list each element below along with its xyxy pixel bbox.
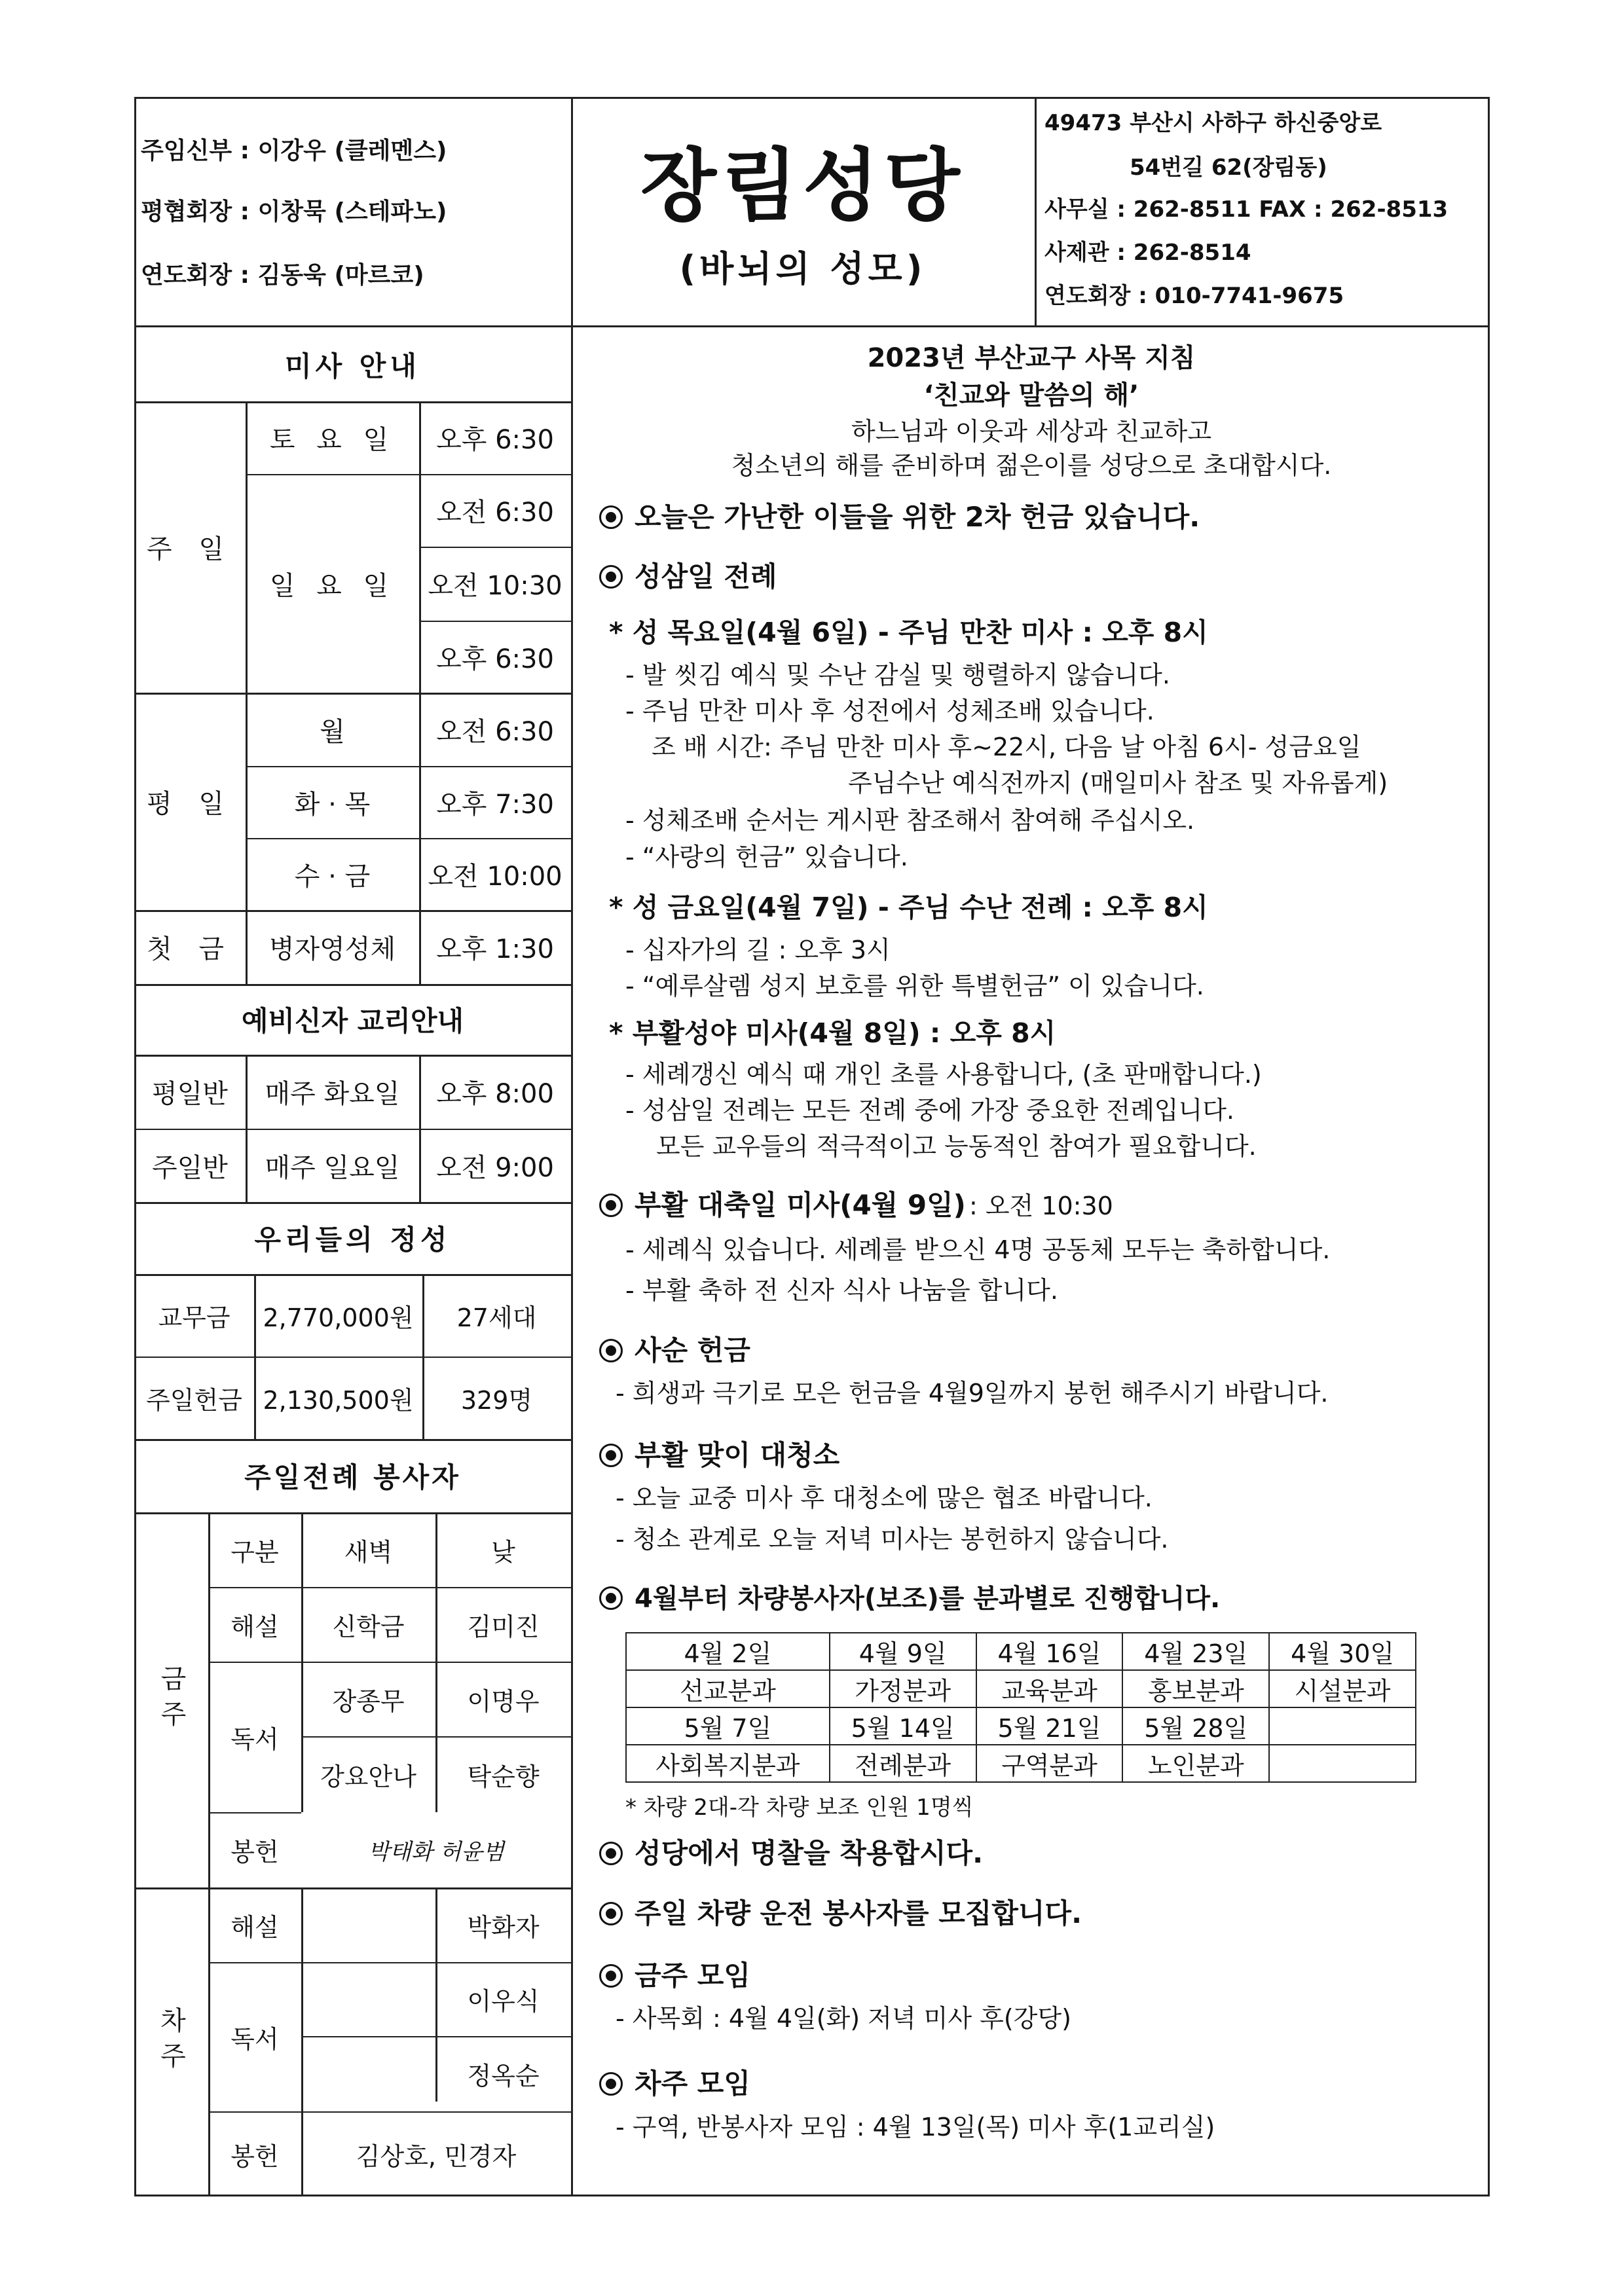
address-line-1: 49473 부산시 사하구 하신중앙로: [1044, 110, 1382, 136]
catechumen-heading: 예비신자 교리안내: [241, 1005, 464, 1037]
mass-heading: 미사 안내: [285, 350, 420, 382]
sick-communion-time: 오후 1:30: [436, 934, 554, 964]
tw-commentary-dawn: 신학금: [332, 1612, 405, 1641]
tw-commentary-day: 김미진: [467, 1612, 540, 1641]
table-cell: 가정분과: [830, 1670, 976, 1707]
tue-thu-time: 오후 7:30: [436, 789, 554, 820]
nw-commentary-day: 박화자: [467, 1912, 540, 1942]
notice-easter-sunday: 부활 대축일 미사(4월 9일) : 오전 10:30: [599, 1184, 1113, 1223]
table-cell: 4월 16일: [976, 1633, 1123, 1670]
easter-vigil-line-3: 모든 교우들의 적극적이고 능동적인 참여가 필요합니다.: [656, 1132, 1257, 1161]
table-cell: [1269, 1745, 1416, 1782]
easter-vigil-heading: * 부활성야 미사(4월 8일) : 오후 8시: [609, 1017, 1056, 1049]
wed-fri-day: 수 · 금: [294, 861, 371, 892]
holy-thursday-line-3: 조 배 시간: 주님 만찬 미사 후~22시, 다음 날 아침 6시- 성금요일: [652, 733, 1361, 761]
nw-commentary-dawn: [301, 1887, 435, 1962]
weekday-class-time: 오후 8:00: [436, 1079, 554, 1109]
next-week-label: 차주: [156, 2007, 186, 2077]
holy-thursday-line-6: - “사랑의 헌금” 있습니다.: [625, 843, 908, 871]
sunday-offering-amount: 2,130,500원: [263, 1385, 414, 1415]
table-cell: 시설분과: [1269, 1670, 1416, 1707]
easter-sunday-line-2: - 부활 축하 전 신자 식사 나눔을 합니다.: [625, 1276, 1058, 1305]
table-cell: 구역분과: [976, 1745, 1123, 1782]
table-cell: 5월 28일: [1122, 1707, 1269, 1745]
dues-label: 교무금: [158, 1303, 231, 1332]
nw-reading-label: 독서: [231, 2024, 279, 2054]
table-cell: 4월 23일: [1122, 1633, 1269, 1670]
table-row: [626, 1745, 1416, 1782]
bullet-icon: [599, 2072, 623, 2096]
address-line-2: 54번길 62(장림동): [1130, 155, 1327, 181]
this-week-meeting-line-1: - 사목회 : 4월 4일(화) 저녁 미사 후(강당): [616, 2004, 1071, 2033]
bullet-icon: [599, 1964, 623, 1988]
sunday-class-time: 오전 9:00: [436, 1152, 554, 1183]
table-cell: 4월 30일: [1269, 1633, 1416, 1670]
table-cell: 노인분과: [1122, 1745, 1269, 1782]
tw-reading2-day: 탁순향: [467, 1762, 540, 1791]
good-friday-heading: * 성 금요일(4월 7일) - 주님 수난 전례 : 오후 8시: [609, 892, 1208, 923]
this-week-label: 금주: [156, 1664, 187, 1736]
tw-reading1-dawn: 장종무: [332, 1686, 405, 1716]
good-friday-line-1: - 십자가의 길 : 오후 3시: [625, 936, 891, 964]
easter-sunday-line-1: - 세례식 있습니다. 세례를 받으신 4명 공동체 모두는 축하합니다.: [625, 1235, 1331, 1264]
col-dawn: 새벽: [344, 1537, 393, 1567]
sunday-class-label: 주일반: [152, 1152, 228, 1183]
cleaning-line-1: - 오늘 교중 미사 후 대청소에 많은 협조 바랍니다.: [616, 1484, 1153, 1512]
tw-commentary-label: 해설: [231, 1612, 279, 1641]
sick-communion-day: 병자영성체: [268, 934, 396, 964]
page-title: 장림성당: [640, 141, 965, 232]
holy-thursday-heading: * 성 목요일(4월 6일) - 주님 만찬 미사 : 오후 8시: [609, 617, 1208, 648]
pastor-line: 주임신부 : 이강우 (클레멘스): [141, 137, 447, 164]
page-subtitle: (바뇌의 성모): [679, 248, 927, 289]
sunday-offering-count: 329명: [460, 1385, 533, 1415]
office-phone: 사무실 : 262-8511 FAX : 262-8513: [1044, 196, 1449, 223]
table-cell: 전례분과: [830, 1745, 976, 1782]
table-row: [626, 1707, 1416, 1745]
dues-count: 27세대: [456, 1303, 537, 1332]
weekday-class-label: 평일반: [152, 1079, 228, 1109]
tw-offertory-label: 봉헌: [231, 1838, 279, 1867]
notice-nametag: 성당에서 명찰을 착용합시다.: [599, 1832, 983, 1871]
table-row: [626, 1670, 1416, 1707]
yeondo-president-line: 연도회장 : 김동욱 (마르코): [141, 262, 424, 289]
tue-thu-day: 화 · 목: [294, 789, 371, 820]
notice-second-collection: 오늘은 가난한 이들을 위한 2차 헌금 있습니다.: [599, 496, 1200, 535]
policy-line-1: 하느님과 이웃과 세상과 친교하고: [851, 417, 1212, 446]
driver-note: * 차량 2대-각 차량 보조 인원 1명씩: [625, 1795, 974, 1821]
offering-heading: 우리들의 정성: [254, 1224, 451, 1256]
nw-commentary-label: 해설: [231, 1912, 279, 1942]
holy-thursday-line-2: - 주님 만찬 미사 후 성전에서 성체조배 있습니다.: [625, 697, 1154, 725]
notice-this-week-meeting: 금주 모임: [599, 1954, 750, 1994]
nw-reading2-dawn: [301, 2036, 435, 2111]
dues-amount: 2,770,000원: [263, 1303, 414, 1332]
sunday-day: 일 요 일: [269, 570, 396, 601]
council-president-line: 평협회장 : 이창묵 (스테파노): [141, 198, 447, 225]
sunday-time-2: 오전 10:30: [428, 571, 563, 601]
good-friday-line-2: - “예루살렘 성지 보호를 위한 특별헌금” 이 있습니다.: [625, 972, 1204, 1000]
nw-offertory-label: 봉헌: [231, 2141, 279, 2171]
table-cell: 4월 2일: [626, 1633, 830, 1670]
table-cell: 4월 9일: [830, 1633, 976, 1670]
notice-driver-recruit: 주일 차량 운전 봉사자를 모집합니다.: [599, 1892, 1082, 1931]
bullet-icon: [599, 505, 623, 529]
bullet-icon: [599, 1194, 623, 1217]
bullet-icon: [599, 1842, 623, 1865]
tw-reading2-dawn: 강요안나: [320, 1762, 416, 1791]
next-week-meeting-line-1: - 구역, 반봉사자 모임 : 4월 13일(목) 미사 후(1교리실): [616, 2113, 1215, 2141]
table-cell: 선교분과: [626, 1670, 830, 1707]
table-cell: 5월 21일: [976, 1707, 1123, 1745]
notice-triduum: 성삼일 전례: [599, 555, 777, 594]
first-friday-label: 첫 금: [147, 934, 233, 964]
easter-vigil-line-2: - 성삼일 전례는 모든 전례 중에 가장 중요한 전례입니다.: [625, 1096, 1235, 1125]
easter-vigil-line-1: - 세례갱신 예식 때 개인 초를 사용합니다, (초 판매합니다.): [625, 1060, 1262, 1089]
policy-title: 2023년 부산교구 사목 지침: [867, 343, 1196, 373]
notice-cleaning: 부활 맞이 대청소: [599, 1434, 840, 1473]
table-cell: [1269, 1707, 1416, 1745]
saturday-day: 토 요 일: [269, 425, 396, 455]
bullet-icon: [599, 1902, 623, 1925]
table-row: [626, 1633, 1416, 1670]
table-cell: 교육분과: [976, 1670, 1123, 1707]
table-cell: 사회복지분과: [626, 1745, 830, 1782]
sunday-offering-label: 주일헌금: [146, 1385, 242, 1415]
driver-schedule-table: [625, 1632, 1416, 1783]
bullet-icon: [599, 565, 623, 589]
sunday-label: 주 일: [147, 534, 233, 564]
saturday-time: 오후 6:30: [436, 425, 554, 455]
holy-thursday-line-1: - 발 씻김 예식 및 수난 감실 및 행렬하지 않습니다.: [625, 661, 1170, 689]
holy-thursday-line-5: - 성체조배 순서는 게시판 참조해서 참여해 주십시오.: [625, 806, 1195, 835]
monday-time: 오전 6:30: [436, 716, 554, 747]
rectory-phone: 사제관 : 262-8514: [1044, 240, 1251, 266]
holy-thursday-line-4: 주님수난 예식전까지 (매일미사 참조 및 자유롭게): [848, 769, 1388, 797]
cleaning-line-2: - 청소 관계로 오늘 저녁 미사는 봉헌하지 않습니다.: [616, 1525, 1169, 1554]
tw-reading-label: 독서: [231, 1724, 279, 1754]
nw-offertory-names: 김상호, 민경자: [356, 2141, 517, 2171]
nw-reading2-day: 정옥순: [467, 2062, 540, 2090]
yeondo-phone: 연도회장 : 010-7741-9675: [1044, 283, 1344, 309]
bullet-icon: [599, 1586, 623, 1610]
tw-offertory-names: 박태화 허윤범: [301, 1812, 571, 1887]
nw-reading1-day: 이우식: [467, 1987, 540, 2016]
table-cell: 홍보분과: [1122, 1670, 1269, 1707]
lenten-offering-line-1: - 희생과 극기로 모은 헌금을 4월9일까지 봉헌 해주시기 바랍니다.: [616, 1379, 1329, 1408]
sunday-time-3: 오후 6:30: [436, 644, 554, 674]
weekday-label: 평 일: [147, 788, 233, 819]
col-day: 낮: [491, 1537, 515, 1567]
sunday-class-day: 매주 일요일: [265, 1152, 400, 1183]
bullet-icon: [599, 1444, 623, 1467]
sunday-time-1: 오전 6:30: [436, 498, 554, 528]
notice-lenten-offering: 사순 헌금: [599, 1329, 750, 1368]
notice-next-week-meeting: 차주 모임: [599, 2062, 750, 2102]
servers-heading: 주일전례 봉사자: [244, 1461, 461, 1493]
nw-reading1-dawn: [301, 1962, 435, 2036]
table-cell: 5월 7일: [626, 1707, 830, 1745]
policy-line-2: 청소년의 해를 준비하며 젊은이를 성당으로 초대합시다.: [731, 451, 1332, 480]
monday-day: 월: [320, 716, 345, 747]
policy-theme: ‘친교와 말씀의 해’: [923, 380, 1139, 410]
table-cell: 5월 14일: [830, 1707, 976, 1745]
tw-reading1-day: 이명우: [467, 1686, 540, 1716]
notice-driver-assist: 4월부터 차량봉사자(보조)를 분과별로 진행합니다.: [599, 1578, 1220, 1615]
bullet-icon: [599, 1339, 623, 1362]
weekday-class-day: 매주 화요일: [265, 1079, 400, 1109]
col-category: 구분: [231, 1537, 279, 1567]
wed-fri-time: 오전 10:00: [428, 861, 563, 892]
